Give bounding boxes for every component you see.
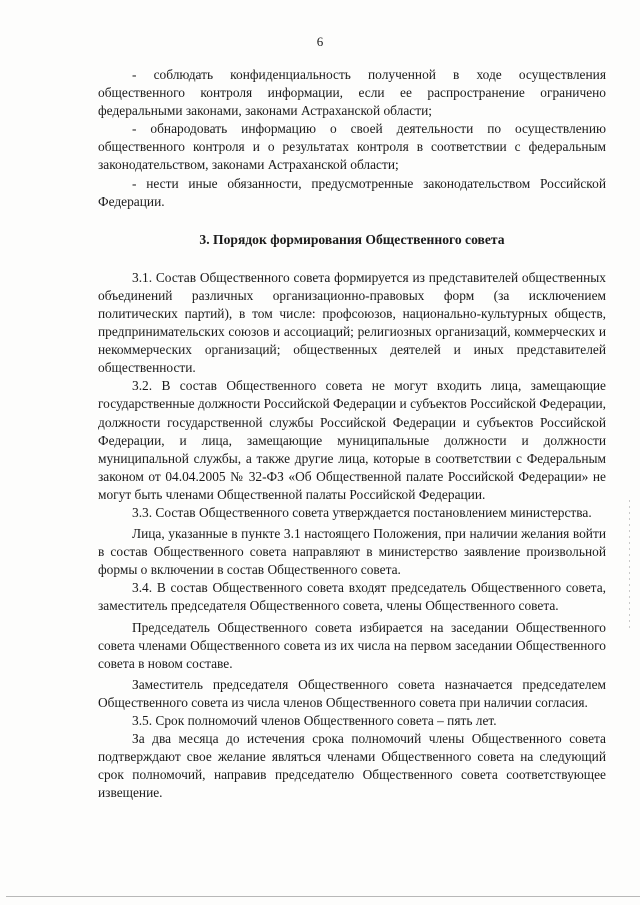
clause-3-5-renewal: За два месяца до истечения срока полномочий члены Общественного совета подтверждают свое желание являться членами Общественного совета на следующий срок полномочий, направив председателю Общественного совета соответствующее извещение. bbox=[98, 731, 606, 801]
bottom-edge-line bbox=[6, 896, 640, 897]
clause-3-3: 3.3. Состав Общественного совета утверждается постановлением министерства. bbox=[132, 504, 592, 520]
obligation-publish-info: - обнародовать информацию о своей деятельности по осуществлению общественного контроля и о результатах контроля в соответствии с федеральным законодательством, законами Астраханской области; bbox=[98, 121, 606, 173]
document-body bbox=[98, 66, 606, 802]
clause-3-4-deputy: Заместитель председателя Общественного совета назначается председателем Общественного совета из числа членов Общественного совета при наличии согласия. bbox=[98, 676, 606, 710]
clause-3-4: 3.4. В состав Общественного совета входят председатель Общественного совета, заместитель председателя Общественного совета, члены Общественного совета. bbox=[98, 580, 606, 614]
clause-3-2: 3.2. В состав Общественного совета не могут входить лица, замещающие государственные должности Российской Федерации и субъектов Российской Федерации, должности государственной службы Российской Федерации и субъектов Российской Федерации, и лица, замещающие муниципальные должности и должности муниципальной службы, а также другие лица, которые в соответствии с Федеральным законом от 04.04.2005 № 32-ФЗ «Об Общественной палате Российской Федерации» не могут быть членами Общественной палаты Российской Федерации. bbox=[98, 378, 606, 502]
page-number: 6 bbox=[316, 34, 324, 49]
clause-3-3-application: Лица, указанные в пункте 3.1 настоящего Положения, при наличии желания войти в состав Общественного совета направляют в министерство заявление произвольной формы о включении в состав Общественного совета. bbox=[98, 526, 606, 578]
clause-3-4-chairman: Председатель Общественного совета избирается на заседании Общественного совета членами Общественного совета из их числа на первом заседании Общественного совета в новом составе. bbox=[98, 619, 606, 671]
section-heading: 3. Порядок формирования Общественного совета bbox=[199, 231, 505, 247]
obligation-other-duties: - нести иные обязанности, предусмотренные законодательством Российской Федерации. bbox=[98, 175, 606, 209]
clause-3-5: 3.5. Срок полномочий членов Общественного совета – пять лет. bbox=[132, 713, 497, 728]
clause-3-1: 3.1. Состав Общественного совета формируется из представителей общественных объединений различных организационно-правовых форм (за исключением политических партий), в том числе: профсоюзов, национально-культурных обществ, предпринимательских союзов и ассоциаций; религиозных организаций, коммерческих и некоммерческих организаций; общественных деятелей и иных представителей общественности. bbox=[98, 269, 606, 376]
scan-artifact bbox=[629, 500, 630, 630]
obligation-confidentiality: - соблюдать конфиденциальность полученной в ходе осуществления общественного контроля информации, если ее распространение ограничено федеральными законами, законами Астраханской области; bbox=[98, 67, 606, 119]
